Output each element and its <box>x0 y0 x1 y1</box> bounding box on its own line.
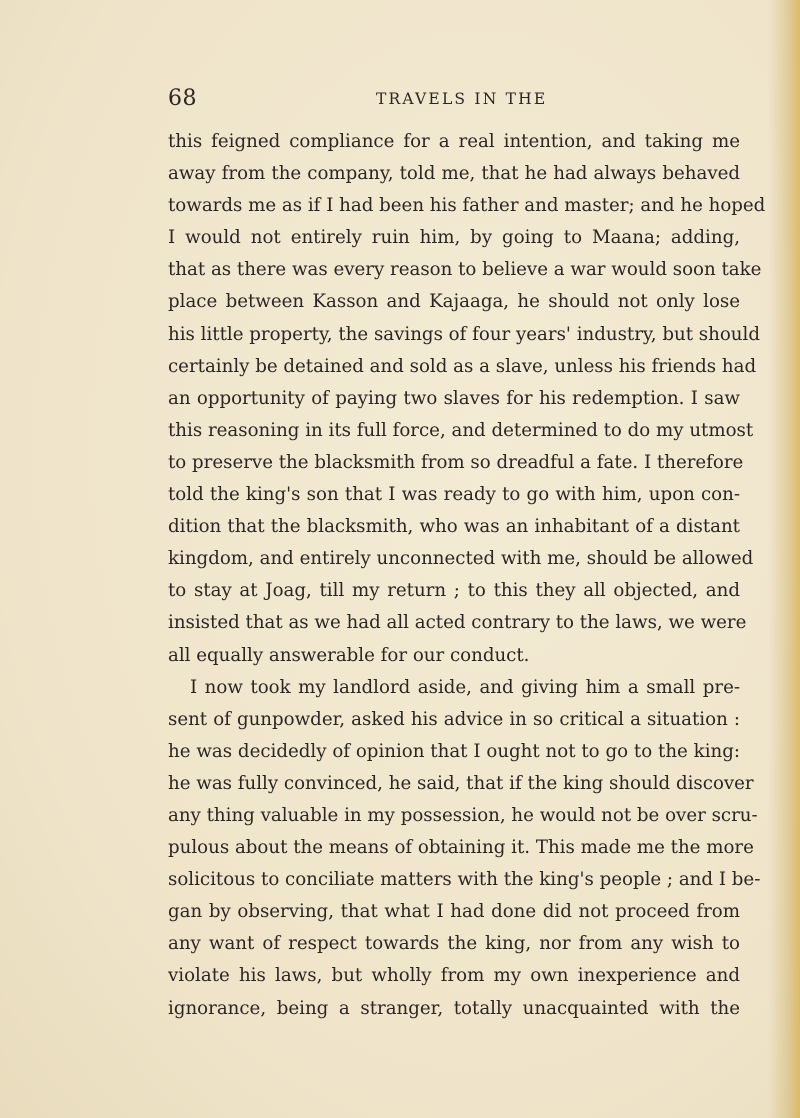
text-line: any thing valuable in my possession, he would not be over scru- <box>168 804 758 826</box>
page-header <box>150 86 710 116</box>
text-line: certainly be detained and sold as a slave, unless his friends had <box>168 355 757 377</box>
text-line: this feigned compliance for a real intention, and taking me <box>168 131 740 152</box>
running-head: TRAVELS IN THE <box>376 90 548 108</box>
text-line: told the king's son that I was ready to go with him, upon con- <box>168 484 740 506</box>
text-line: gan by observing, that what I had done did not proceed from <box>168 901 740 923</box>
text-line: towards me as if I had been his father and master; and he hoped <box>168 195 766 217</box>
text-line: pulous about the means of obtaining it. This made me the more <box>168 837 754 859</box>
body-text <box>168 126 766 1025</box>
text-line: any want of respect towards the king, nor from any wish to <box>168 933 740 955</box>
text-line: he was fully convinced, he said, that if the king should discover <box>168 772 754 794</box>
text-line: an opportunity of paying two slaves for his redemption. I saw <box>168 387 740 409</box>
text-line: insisted that as we had all acted contrary to the laws, we were <box>168 612 747 634</box>
page-number: 68 <box>168 86 197 111</box>
text-line: ignorance, being a stranger, totally unacquainted with the <box>168 997 740 1019</box>
text-line: to preserve the blacksmith from so dreadful a fate. I therefore <box>168 451 744 473</box>
text-line: solicitous to conciliate matters with the king's people ; and I be- <box>168 869 761 891</box>
text-line: I would not entirely ruin him, by going to Maana; adding, <box>168 227 740 249</box>
text-line: dition that the blacksmith, who was an inhabitant of a distant <box>168 516 740 538</box>
text-line: sent of gunpowder, asked his advice in so critical a situation : <box>168 708 740 730</box>
text-line: he was decidedly of opinion that I ought not to go to the king: <box>168 740 740 762</box>
text-line: that as there was every reason to believe a war would soon take <box>168 259 762 281</box>
text-line: his little property, the savings of four years' industry, but should <box>168 323 760 345</box>
text-line: to stay at Joag, till my return ; to this they all objected, and <box>168 580 740 602</box>
text-line: all equally answerable for our conduct. <box>168 644 530 666</box>
text-line: away from the company, told me, that he had always behaved <box>168 163 740 185</box>
text-line: place between Kasson and Kajaaga, he should not only lose <box>168 291 740 313</box>
text-line-paragraph-start: I now took my landlord aside, and giving him a small pre- <box>190 676 740 698</box>
text-line: kingdom, and entirely unconnected with me, should be allowed <box>168 548 754 570</box>
text-line: this reasoning in its full force, and determined to do my utmost <box>168 419 754 441</box>
text-line: violate his laws, but wholly from my own inexperience and <box>168 965 740 987</box>
